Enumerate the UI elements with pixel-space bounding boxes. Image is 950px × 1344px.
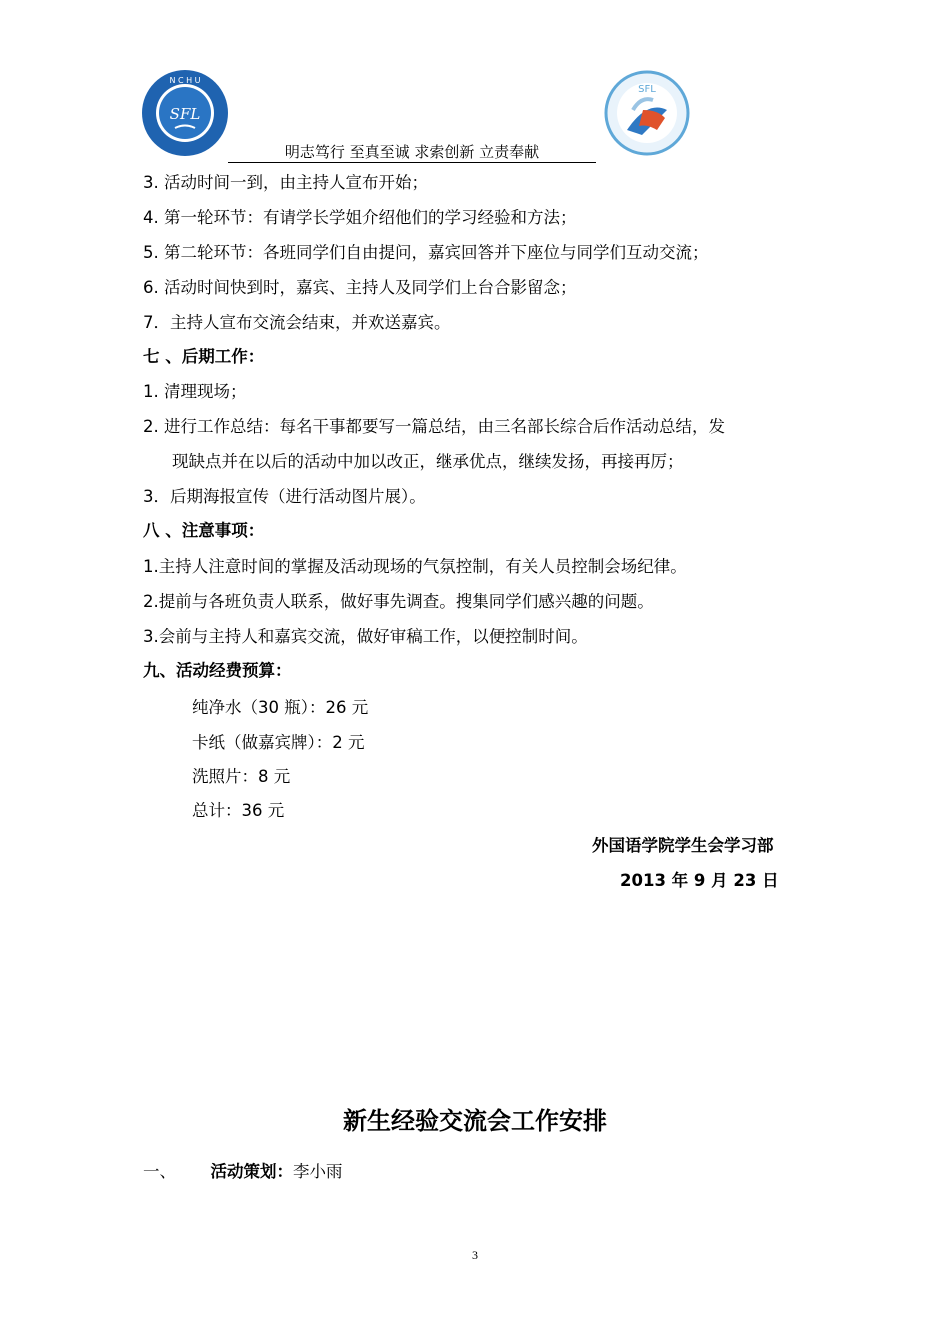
step-7: 7．主持人宣布交流会结束，并欢送嘉宾。 [143,313,451,332]
post-item-1: 1. 清理现场； [143,382,247,401]
step-3: 3. 活动时间一到，由主持人宣布开始； [143,173,428,192]
note-1: 1.主持人注意时间的掌握及活动现场的气氛控制，有关人员控制会场纪律。 [143,557,687,576]
post-item-2: 2. 进行工作总结：每名干事都要写一篇总结，由三名部长综合后作活动总结，发 [143,417,725,436]
post-item-2-continued: 现缺点并在以后的活动中加以改正，继承优点，继续发扬，再接再厉； [172,452,684,471]
svg-text:SFL: SFL [169,105,201,123]
budget-item: 卡纸（做嘉宾牌）：2 元 [192,733,365,752]
budget-total: 总计：36 元 [192,801,285,820]
signature-date: 2013 年 9 月 23 日 [620,871,779,890]
sfl-emblem-logo [603,70,691,156]
section-8-heading: 八 、注意事项： [143,521,265,540]
post-item-3: 3．后期海报宣传（进行活动图片展）。 [143,487,426,506]
budget-item: 纯净水（30 瓶）：26 元 [192,698,369,717]
step-4: 4. 第一轮环节：有请学长学姐介绍他们的学习经验和方法； [143,208,577,227]
page-number: 3 [472,1248,478,1262]
section-7-heading: 七 、后期工作： [143,347,265,366]
budget-item: 洗照片：8 元 [192,767,291,786]
section-9-heading: 九、活动经费预算： [143,661,292,680]
nchu-sfl-logo [140,68,230,158]
header-motto: 明志笃行 至真至诚 求索创新 立责奉献 [228,143,596,163]
note-2: 2.提前与各班负责人联系，做好事先调查。搜集同学们感兴趣的问题。 [143,592,654,611]
step-5: 5. 第二轮环节：各班同学们自由提问，嘉宾回答并下座位与同学们互动交流； [143,243,709,262]
step-6: 6. 活动时间快到时，嘉宾、主持人及同学们上台合影留念； [143,278,577,297]
svg-text:N C H U: N C H U [169,76,201,85]
next-doc-item-1 [143,1161,343,1183]
svg-text:SFL: SFL [638,84,656,95]
next-document-title: 新生经验交流会工作安排 [343,1107,607,1135]
item-number: 一、 [143,1162,176,1181]
signature-org: 外国语学院学生会学习部 [592,836,774,855]
item-value: 李小雨 [293,1162,343,1181]
note-3: 3.会前与主持人和嘉宾交流，做好审稿工作，以便控制时间。 [143,627,588,646]
item-label: 活动策划： [210,1162,293,1181]
